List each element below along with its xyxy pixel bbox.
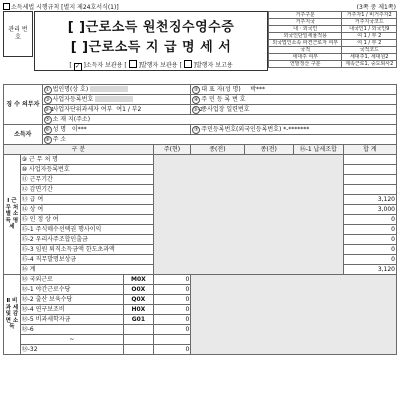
residency-label: 외국인단일세율적용 <box>269 33 342 40</box>
residency-value[interactable]: 여 1 / 부 2 <box>342 40 397 47</box>
income-total-cell[interactable] <box>343 175 396 185</box>
income-row-label: ⑨ 근 무 처 명 <box>20 155 153 165</box>
nontax-code <box>123 345 153 355</box>
recipient-id-label: 주민등록번호(외국인등록번호) <box>201 125 282 133</box>
copy-checkbox-recipient[interactable]: ✓ <box>75 63 81 70</box>
residency-value[interactable]: 거주지국코드 <box>342 19 397 26</box>
management-number-label: 관리 번호 <box>8 26 28 41</box>
sub-workplace-label: 종사업장 일련번호 <box>201 105 250 113</box>
nontax-row-label: ~ <box>20 335 123 345</box>
copy-label-recipient: 소득자 보관용 <box>85 62 123 69</box>
income-total-cell[interactable]: 0 <box>343 255 396 265</box>
payer-row-3 <box>4 105 397 115</box>
income-total-cell[interactable]: 3,120 <box>343 265 396 275</box>
recipient-name-cell[interactable] <box>42 125 191 135</box>
copy-label-issuer-report: 발행자 보고용 <box>196 62 233 69</box>
recipient-section-label: 소득자 <box>4 125 43 145</box>
residency-label: 거주구분 <box>269 12 342 19</box>
nontax-current-cell[interactable]: 0 <box>153 345 191 355</box>
nontax-current-cell[interactable]: 0 <box>153 305 191 315</box>
redacted-area <box>153 155 343 275</box>
income-row-label: ⑮-1 주식매수선택권 행사이익 <box>20 225 153 235</box>
residency-value[interactable]: 세대주1, 세대원2 <box>342 54 397 61</box>
residency-row <box>269 26 397 33</box>
nontax-code: H0X <box>123 305 153 315</box>
nontax-current-cell[interactable] <box>153 335 191 345</box>
residency-table <box>268 11 397 68</box>
resident-no-cell[interactable] <box>191 95 397 105</box>
unit-taxation-label: 사업자단위과세자 여부 <box>52 105 113 113</box>
income-row-label: ⑮-2 우리사주조합인출금 <box>20 235 153 245</box>
income-total-cell[interactable] <box>343 155 396 165</box>
income-row-label: ⑬ 급 여 <box>20 195 153 205</box>
redacted-area <box>191 275 397 355</box>
item-number: ③-2 <box>193 106 203 113</box>
corp-name-label: 법인명(상 호) <box>52 85 89 93</box>
col-header-current: 주(현) <box>153 145 191 155</box>
income-row-label: ⑩ 사업자등록번호 <box>20 165 153 175</box>
residency-label: 거주지국 <box>269 19 342 26</box>
income-row <box>4 155 397 165</box>
section2-label: Ⅱ 비 과 세 및 감 면 소 득 <box>4 275 21 355</box>
corp-name-cell[interactable] <box>42 85 191 95</box>
form-reference <box>3 2 119 11</box>
section1-label: Ⅰ 근 무 처 별 소 득 명 세 <box>4 155 21 275</box>
income-header-row <box>4 145 397 155</box>
nontax-code <box>123 325 153 335</box>
item-number: ⑧ <box>45 136 50 143</box>
redacted-block <box>90 86 128 92</box>
item-number: ① <box>45 86 50 93</box>
residency-label: 세대주 여부 <box>269 54 342 61</box>
copy-type-selector: [ ✓ ]소득자 보관용 [ ]발행자 보관용 [ ]발행자 보고용 <box>69 62 233 70</box>
sub-workplace-cell[interactable] <box>191 105 397 115</box>
address-cell[interactable] <box>42 115 396 125</box>
item-number: ② <box>194 86 199 93</box>
resident-no-label: 주 민 등 록 번 호 <box>201 95 246 103</box>
nontax-code: G01 <box>123 315 153 325</box>
item-number: ⑦ <box>194 126 199 133</box>
residency-value[interactable]: 여 1 / 부 2 <box>342 33 397 40</box>
income-total-cell[interactable]: 3,000 <box>343 205 396 215</box>
unit-taxation-cell[interactable] <box>42 105 191 115</box>
recipient-row-2 <box>4 135 397 145</box>
income-total-cell[interactable]: 3,120 <box>343 195 396 205</box>
residency-row <box>269 54 397 61</box>
income-total-cell[interactable] <box>343 185 396 195</box>
recipient-row-1 <box>4 125 397 135</box>
title-line-2: [ ]근로소득 지 급 명 세 서 <box>70 40 232 55</box>
income-row-label: ⑮-4 직무발명보상금 <box>20 255 153 265</box>
residency-value[interactable]: 국적코드 <box>342 47 397 54</box>
nontax-row-label: ⑱-6 <box>20 325 123 335</box>
biz-reg-no-cell[interactable] <box>42 95 191 105</box>
residency-row <box>269 61 397 68</box>
copy-checkbox-issuer-keep[interactable] <box>129 60 137 68</box>
payer-row-2 <box>4 95 397 105</box>
income-row-label: ⑮-3 임원 퇴직소득금액 한도초과액 <box>20 245 153 255</box>
copy-label-issuer-keep: 발행자 보관용 <box>140 62 178 69</box>
nontax-current-cell[interactable]: 0 <box>153 325 191 335</box>
residency-value[interactable]: 계속근로1, 중도퇴사2 <box>342 61 397 68</box>
title-area <box>34 11 268 71</box>
biz-reg-no-label: 사업자등록번호 <box>52 95 94 103</box>
management-number-box[interactable] <box>3 11 33 57</box>
nontax-current-cell[interactable]: 0 <box>153 285 191 295</box>
nontax-row-label: ⑱-1 야간근로수당 <box>20 285 123 295</box>
residency-label: 내ㆍ외국인 <box>269 26 342 33</box>
form-reference-text: 소득세법 시행규칙 [별지 제24호서식(1)] <box>11 4 119 11</box>
col-header-prev-1: 종(전) <box>191 145 244 155</box>
nontax-row-label: ⑱-5 비과세학자금 <box>20 315 123 325</box>
income-total-cell[interactable]: 0 <box>343 225 396 235</box>
nontax-row-label: ⑱-32 <box>20 345 123 355</box>
redacted-block <box>95 96 133 102</box>
nontax-row-label: ⑱ 국외근로 <box>20 275 123 285</box>
income-row-label: ⑫ 감면기간 <box>20 185 153 195</box>
item-number: ③ <box>45 96 50 103</box>
nontax-code: Q0X <box>123 295 153 305</box>
payer-row-4 <box>4 115 397 125</box>
nontax-current-cell[interactable]: 0 <box>153 315 191 325</box>
residency-row <box>269 19 397 26</box>
recipient-address-label: 주 소 <box>52 135 67 143</box>
income-row-label: ⑪ 근무기간 <box>20 175 153 185</box>
income-total-cell[interactable]: 0 <box>343 245 396 255</box>
col-header-tax-union: ⑯-1 납세조합 <box>293 145 343 155</box>
residency-label: 외국법인소속 파견근로자 여부 <box>269 40 342 47</box>
title-line-1: [ ]근로소득 원천징수영수증 <box>67 20 235 35</box>
residency-value[interactable]: 거주자1 / 비거주자2 <box>342 12 397 19</box>
item-number: ④ <box>194 96 199 103</box>
representative-label: 대 표 자(성 명) <box>201 85 241 93</box>
representative-cell[interactable] <box>191 85 397 95</box>
recipient-name-label: 성 명 <box>52 125 67 133</box>
payer-section-label: 징 수 의무자 <box>4 85 43 125</box>
income-row-label: ⑭ 상 여 <box>20 205 153 215</box>
income-total-cell[interactable] <box>343 165 396 175</box>
income-row-label: ⑮ 인 정 상 여 <box>20 215 153 225</box>
residency-row <box>269 33 397 40</box>
representative-value: 박*** <box>250 85 266 93</box>
nontax-code: O0X <box>123 285 153 295</box>
recipient-address-cell[interactable] <box>42 135 396 145</box>
nontax-current-cell[interactable]: 0 <box>153 295 191 305</box>
residency-label: 국적 <box>269 47 342 54</box>
nontax-current-cell[interactable]: 0 <box>153 275 191 285</box>
residency-row <box>269 40 397 47</box>
residency-label: 연말정산 구분 <box>269 61 342 68</box>
copy-checkbox-issuer-report[interactable] <box>184 60 192 68</box>
col-header-category: 구 분 <box>4 145 154 155</box>
nontax-row <box>4 275 397 285</box>
income-row-label: ⑯ 계 <box>20 265 153 275</box>
checkbox-icon <box>3 3 10 10</box>
residency-value[interactable]: 내국인1 / 외국인9 <box>342 26 397 33</box>
income-total-cell[interactable]: 0 <box>343 235 396 245</box>
page-label: (3쪽 중 제1쪽) <box>356 4 396 11</box>
nontax-row-label: ⑱-4 연구보조비 <box>20 305 123 315</box>
nontax-code <box>123 335 153 345</box>
recipient-id-value: *-******* <box>283 125 310 133</box>
nontax-code: M0X <box>123 275 153 285</box>
recipient-id-cell[interactable] <box>191 125 397 135</box>
nontax-row-label: ⑱-2 출산 보육수당 <box>20 295 123 305</box>
address-label: 소 재 지(주소) <box>52 115 91 123</box>
col-header-total: 합 계 <box>343 145 396 155</box>
item-number: ⑥ <box>45 126 50 133</box>
col-header-prev-2: 종(전) <box>244 145 293 155</box>
item-number: ③-1 <box>44 106 55 113</box>
main-form-table <box>3 84 397 355</box>
item-number: ⑤ <box>45 116 50 123</box>
income-total-cell[interactable]: 0 <box>343 215 396 225</box>
unit-taxation-value: 여1 / 부2 <box>116 105 142 113</box>
payer-row-1 <box>4 85 397 95</box>
recipient-name-value: 이*** <box>71 125 87 133</box>
residency-row <box>269 12 397 19</box>
residency-row <box>269 47 397 54</box>
